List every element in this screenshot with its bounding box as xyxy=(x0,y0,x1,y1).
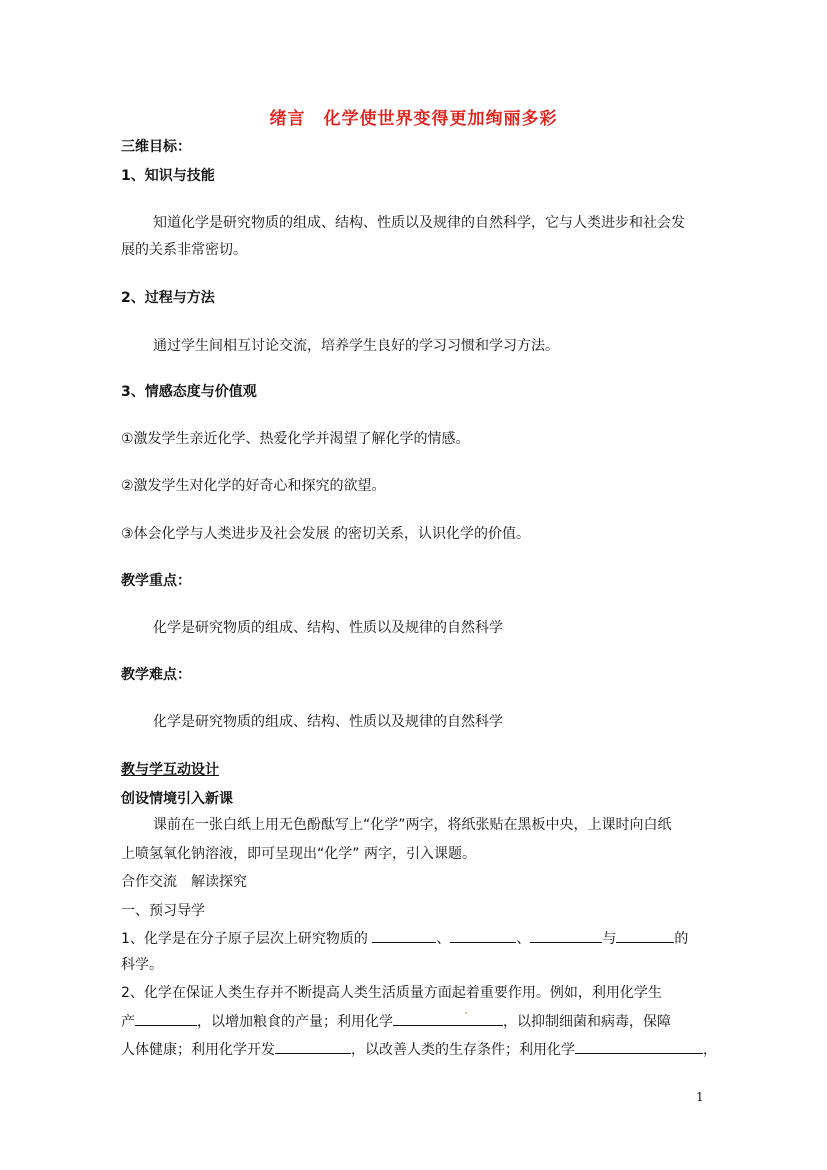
question-2-line2 xyxy=(121,1012,671,1031)
difficulties-text: 化学是研究物质的组成、结构、性质以及规律的自然科学 xyxy=(153,714,503,730)
question-2-line1: 2、化学在保证人类生存并不断提高人类生活质量方面起着重要作用。例如，利用化学生 xyxy=(121,985,662,1001)
key-points-heading: 教学重点： xyxy=(121,573,191,589)
question-1-line2: 科学。 xyxy=(121,957,163,973)
q1-sep: 、 xyxy=(436,931,451,947)
key-points-text: 化学是研究物质的组成、结构、性质以及规律的自然科学 xyxy=(153,620,503,636)
section3-item-2: ②激发学生对化学的好奇心和探究的欲望。 xyxy=(121,478,386,494)
q1-end: 的 xyxy=(674,931,689,947)
preview-heading: 一、预习导学 xyxy=(121,903,205,919)
q1-sep: 与 xyxy=(602,931,617,947)
blank-field[interactable] xyxy=(135,1012,197,1026)
section2-para: 通过学生间相互讨论交流，培养学生良好的学习习惯和学习方法。 xyxy=(153,338,559,354)
design-heading: 教与学互动设计 xyxy=(121,762,219,778)
design-para-line2: 上喷氢氧化钠溶液，即可呈现出“化学” 两字，引入课题。 xyxy=(121,846,476,862)
speck-mark xyxy=(465,1012,467,1014)
q3-text: ，以改善人类的生存条件；利用化学 xyxy=(351,1042,575,1058)
section3-item-1: ①激发学生亲近化学、热爱化学并渴望了解化学的情感。 xyxy=(121,431,470,447)
section1-para-line2: 展的关系非常密切。 xyxy=(121,242,247,258)
q3-end: ， xyxy=(703,1042,717,1058)
section2-heading: 2、过程与方法 xyxy=(121,290,215,306)
difficulties-heading: 教学难点： xyxy=(121,667,191,683)
blank-field[interactable] xyxy=(530,929,602,943)
question-1-line1 xyxy=(121,929,688,948)
blank-field[interactable] xyxy=(393,1012,503,1026)
q1-sep: 、 xyxy=(516,931,531,947)
q2-text: ，以增加粮食的产量；利用化学 xyxy=(197,1014,393,1030)
design-para-line1: 课前在一张白纸上用无色酚酞写上“化学”两字，将纸张贴在黑板中央，上课时向白纸 xyxy=(153,817,672,833)
q2-text: ，以抑制细菌和病毒，保障 xyxy=(503,1014,671,1030)
q3-text: 人体健康；利用化学开发 xyxy=(121,1042,275,1058)
objectives-heading: 三维目标： xyxy=(121,139,191,155)
page-number: 1 xyxy=(696,1090,704,1104)
section1-para-line1: 知道化学是研究物质的组成、结构、性质以及规律的自然科学，它与人类进步和社会发 xyxy=(153,215,685,231)
blank-field[interactable] xyxy=(372,929,436,943)
section1-heading: 1、知识与技能 xyxy=(121,168,215,184)
question-2-line3 xyxy=(121,1040,717,1059)
document-title: 绪言 化学使世界变得更加绚丽多彩 xyxy=(269,109,558,129)
blank-field[interactable] xyxy=(450,929,516,943)
blank-field[interactable] xyxy=(616,929,674,943)
q1-text: 1、化学是在分子原子层次上研究物质的 xyxy=(121,931,368,947)
design-sub-heading: 创设情境引入新课 xyxy=(121,791,233,807)
section3-heading: 3、情感态度与价值观 xyxy=(121,384,257,400)
blank-field[interactable] xyxy=(575,1040,703,1054)
q2-text: 产 xyxy=(121,1014,135,1030)
section3-item-3: ③体会化学与人类进步及社会发展 的密切关系，认识化学的价值。 xyxy=(121,526,530,542)
cooperate-label: 合作交流 解读探究 xyxy=(121,874,247,890)
blank-field[interactable] xyxy=(275,1040,351,1054)
